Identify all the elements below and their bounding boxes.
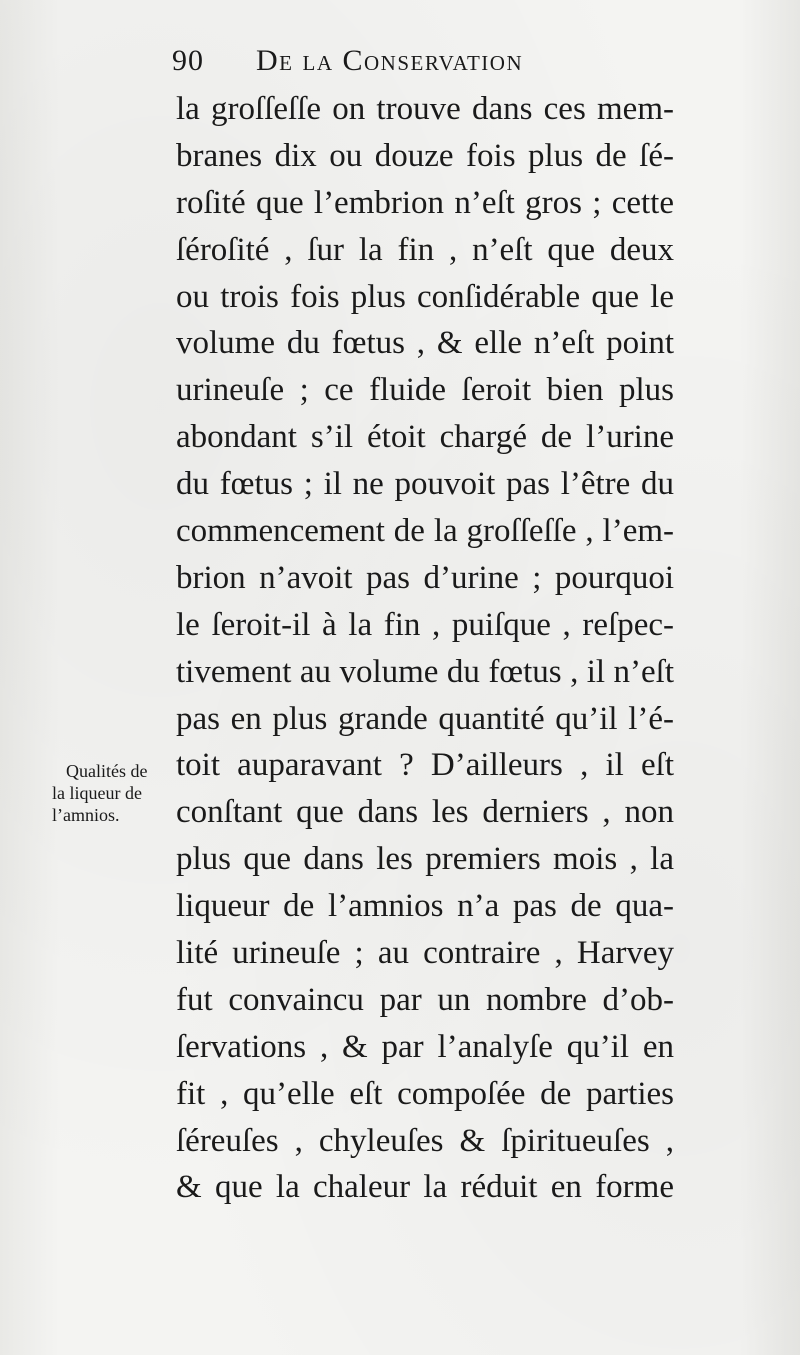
text-line: tivement au volume du fœtus , il n’eſt: [176, 653, 674, 690]
text-line: ſéroſité , ſur la fin , n’eſt que deux: [176, 231, 674, 268]
text-line: & que la chaleur la réduit en forme: [176, 1169, 674, 1206]
marginal-note-line: l’amnios.: [52, 805, 120, 825]
text-line: urineuſe ; ce fluide ſeroit bien plus: [176, 372, 674, 409]
page-header: [172, 40, 612, 80]
text-line: toit auparavant ? D’ailleurs , il eſt: [176, 747, 674, 784]
page-number: 90: [172, 44, 204, 77]
text-line: ſervations , & par l’analyſe qu’il en: [176, 1028, 674, 1065]
text-line: brion n’avoit pas d’urine ; pourquoi: [176, 559, 674, 596]
text-line: roſité que l’embrion n’eſt gros ; cette: [176, 184, 674, 221]
text-line: du fœtus ; il ne pouvoit pas l’être du: [176, 466, 674, 503]
text-line: fit , qu’elle eſt compoſée de parties: [176, 1075, 674, 1112]
running-head: De la Conservation: [256, 44, 524, 77]
marginal-note: [52, 760, 180, 826]
text-line: plus que dans les premiers mois , la: [176, 841, 674, 878]
text-line: abondant s’il étoit chargé de l’urine: [176, 419, 674, 456]
marginal-note-line: Qualités de: [66, 761, 148, 781]
marginal-note-line: la liqueur de: [52, 783, 142, 803]
text-line: commencement de la groſſeſſe , l’em-: [176, 513, 674, 550]
text-line: conſtant que dans les derniers , non: [176, 794, 674, 831]
text-line: volume du fœtus , & elle n’eſt point: [176, 325, 674, 362]
text-line: ſéreuſes , chyleuſes & ſpiritueuſes ,: [176, 1122, 674, 1159]
text-line: la groſſeſſe on trouve dans ces mem-: [176, 91, 674, 127]
text-line: pas en plus grande quantité qu’il l’é-: [176, 700, 674, 737]
text-line: lité urineuſe ; au contraire , Harvey: [176, 935, 674, 972]
text-line: fut convaincu par un nombre d’ob-: [176, 981, 674, 1018]
text-line: ou trois fois plus conſidérable que le: [176, 278, 674, 315]
text-line: liqueur de l’amnios n’a pas de qua-: [176, 888, 674, 925]
text-line: branes dix ou douze fois plus de ſé-: [176, 137, 674, 174]
body-text: [176, 86, 674, 1211]
text-line: le ſeroit-il à la fin , puiſque , reſpec-: [176, 606, 674, 643]
